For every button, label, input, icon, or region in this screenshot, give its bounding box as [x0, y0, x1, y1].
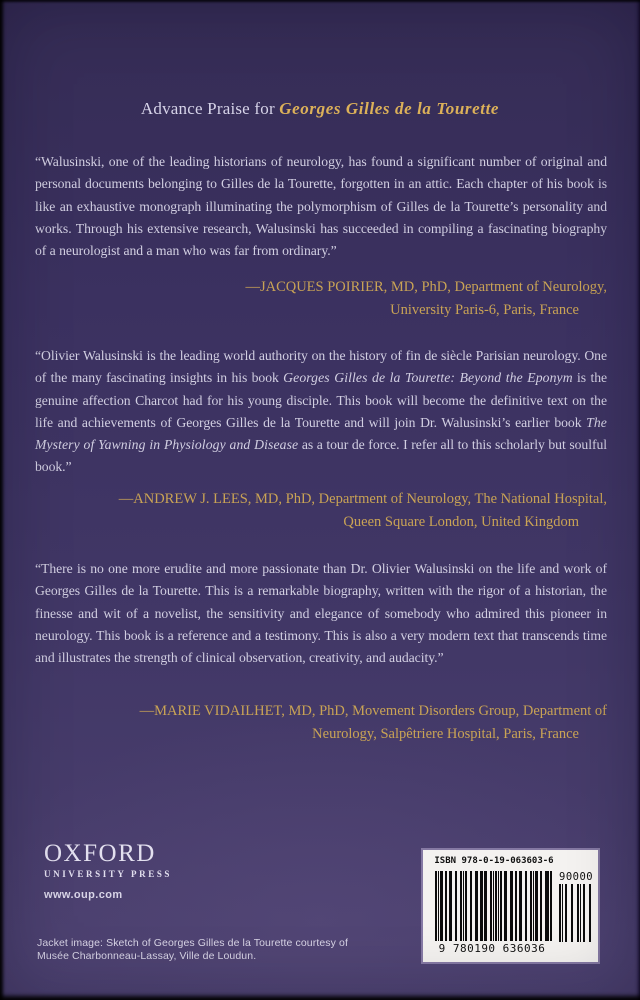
book-title-text: Georges Gilles de la Tourette	[279, 99, 500, 118]
attribution-poirier	[35, 276, 607, 321]
advance-praise-heading	[0, 99, 640, 119]
attribution-line: University Paris-6, Paris, France	[390, 301, 579, 318]
attribution-vidailhet	[35, 700, 607, 745]
publisher-website: www.oup.com	[44, 889, 123, 901]
barcode-addon	[559, 871, 593, 942]
ean13-digits: 9 780190 636036	[438, 942, 546, 955]
jacket-credit-line: Jacket image: Sketch of Georges Gilles de la Tourette courtesy of	[37, 937, 348, 949]
publisher-subtitle: UNIVERSITY PRESS	[44, 869, 173, 879]
attribution-line: —JACQUES POIRIER, MD, PhD, Department of Neurology,	[245, 279, 607, 295]
barcode-panel	[423, 850, 598, 962]
attribution-lees	[35, 488, 607, 533]
attribution-line: —ANDREW J. LEES, MD, PhD, Department of Neurology, The National Hospital,	[118, 491, 607, 507]
publisher-name: OXFORD	[44, 840, 156, 867]
attribution-line: —MARIE VIDAILHET, MD, PhD, Movement Disorders Group, Department of	[139, 703, 607, 719]
attribution-line: Neurology, Salpêtriere Hospital, Paris, France	[312, 725, 579, 742]
addon-barcode	[559, 884, 593, 942]
quote-lees: “Olivier Walusinski is the leading world authority on the history of fin de siècle Parisian neurology. One of the many fascinating insights in his book Georges Gilles de la Tourette: Beyond the Eponym is the genuine affection Charcot had for his young disciple. This book will become the definitive text on the life and achievements of Georges Gilles de la Tourette and will join Dr. Walusinski’s earlier book The Mystery of Yawning in Physiology and Disease as a tour de force. I refer all to this scholarly but soulful book.”	[35, 348, 608, 475]
quote-poirier: “Walusinski, one of the leading historians of neurology, has found a significant number of original and personal documents belonging to Gilles de la Tourette, forgotten in an attic. Each chapter of his book is like an exhaustive monograph illuminating the polymorphism of Gilles de la Tourette’s personality and works. Through his extensive research, Walusinski has succeeded in compiling a fascinating biography of a neurologist and a man who was far from ordinary.”	[35, 154, 607, 259]
advance-praise-prefix: Advance Praise for	[140, 99, 280, 118]
isbn-number: ISBN 978-0-19-063603-6	[434, 856, 554, 866]
jacket-credit-line: Musée Charbonneau-Lassay, Ville de Loudun.	[37, 950, 257, 962]
attribution-line: Queen Square London, United Kingdom	[343, 513, 579, 530]
addon-price-code: 90000	[559, 871, 594, 883]
publisher-logo	[44, 841, 172, 879]
quote-vidailhet: “There is no one more erudite and more passionate than Dr. Olivier Walusinski on the life and work of Georges Gilles de la Tourette. This is a remarkable biography, written with the rigor of a historian, the finesse and wit of a novelist, the sensitivity and elegance of somebody who admired this pioneer in neurology. This book is a reference and a testimony. This is also a very modern text that transcends time and illustrates the strength of clinical observation, creativity, and audacity.”	[35, 561, 607, 666]
jacket-image-credit	[37, 937, 348, 963]
ean13-barcode	[435, 871, 553, 941]
